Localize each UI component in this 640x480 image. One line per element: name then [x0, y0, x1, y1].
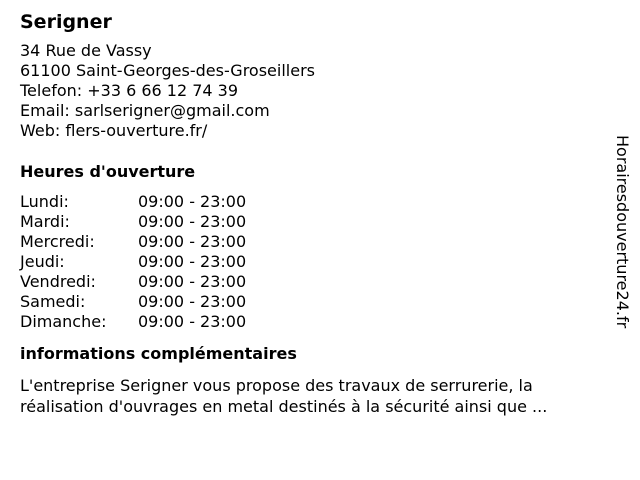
web-line: Web: flers-ouverture.fr/ [20, 121, 208, 140]
business-card [20, 10, 600, 417]
email-line: Email: sarlserigner@gmail.com [20, 101, 270, 120]
hours-day: Dimanche: [20, 312, 107, 331]
hours-title: Heures d'ouverture [20, 162, 196, 181]
info-title: informations complémentaires [20, 344, 297, 363]
hours-day: Mardi: [20, 212, 70, 231]
hours-row-dimanche [20, 312, 600, 332]
hours-row-mardi [20, 212, 600, 232]
hours-time: 09:00 - 23:00 [138, 212, 247, 231]
business-name: Serigner [20, 11, 112, 33]
hours-row-vendredi [20, 272, 600, 292]
hours-day: Vendredi: [20, 272, 96, 291]
hours-row-mercredi [20, 232, 600, 252]
hours-time: 09:00 - 23:00 [138, 312, 247, 331]
hours-time: 09:00 - 23:00 [138, 252, 247, 271]
hours-day: Mercredi: [20, 232, 95, 251]
hours-day: Lundi: [20, 192, 69, 211]
hours-row-samedi [20, 292, 600, 312]
hours-day: Samedi: [20, 292, 86, 311]
site-watermark: Horairesdouverture24.fr [613, 135, 632, 329]
contact-block [20, 41, 600, 141]
hours-table [20, 192, 600, 332]
hours-time: 09:00 - 23:00 [138, 192, 247, 211]
phone-line: Telefon: +33 6 66 12 74 39 [20, 81, 239, 100]
info-text: L'entreprise Serigner vous propose des travaux de serrurerie, la réalisation d'ouvrages en metal destinés à la sécurité ainsi que ... [20, 376, 548, 416]
address-city: 61100 Saint-Georges-des-Groseillers [20, 61, 315, 80]
hours-row-jeudi [20, 252, 600, 272]
hours-day: Jeudi: [20, 252, 65, 271]
hours-row-lundi [20, 192, 600, 212]
hours-time: 09:00 - 23:00 [138, 292, 247, 311]
hours-time: 09:00 - 23:00 [138, 232, 247, 251]
address-street: 34 Rue de Vassy [20, 41, 152, 60]
hours-time: 09:00 - 23:00 [138, 272, 247, 291]
